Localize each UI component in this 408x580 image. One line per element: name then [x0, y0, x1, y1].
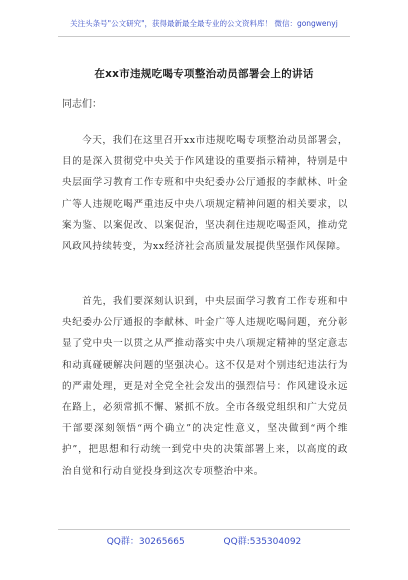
- paragraph-2-text: 首先，我们要深刻认识到，中央层面学习教育工作专班和中央纪委办公厅通报的李献林、叶金广等人违规吃喝问题，充分彰显了党中央一以贯之从严推动落实中央八项规定精神的坚定意志和动真碰硬解决问题的坚强决心。这不仅是对个别违纪违法行为的严肃处理，更是对全党全社会发出的强烈信号：作风建设永远在路上，必须常抓不懈、紧抓不放。全市各级党组织和广大党员干部要深刻领悟“两个确立”的决定性意义，坚决做到“两个维护”，把思想和行动统一到党中央的决策部署上来，以高度的政治自觉和行动自觉投身到这次专项整治中来。: [62, 296, 348, 477]
- body-paragraph-2: [62, 291, 348, 482]
- header-divider: [58, 36, 350, 37]
- header-note: 关注头条号"公文研究"，获得最新最全最专业的公文资料库！ 微信：gongwenyj: [70, 19, 338, 28]
- document-title: 在xx市违规吃喝专项整治动员部署会上的讲话: [94, 68, 314, 80]
- footer-qq-group-2: QQ群:535304092: [223, 537, 302, 547]
- salutation: 同志们：: [62, 99, 102, 110]
- footer-qq-group-1: QQ群：30265665: [106, 537, 185, 547]
- footer: [0, 534, 408, 547]
- footer-divider: [58, 529, 350, 530]
- paragraph-1-text: 今天，我们在这里召开xx市违规吃喝专项整治动员部署会，目的是深入贯彻党中央关于作风建设的重要指示精神，特别是中央层面学习教育工作专班和中央纪委办公厅通报的李献林、叶金广等人违规吃喝严重违反中央八项规定精神问题的相关要求，以案为鉴、以案促改、以案促治，坚决刹住违规吃喝歪风，推动党风政风持续转变，为xx经济社会高质量发展提供坚强作风保障。: [62, 135, 348, 253]
- body-paragraph-1: [62, 130, 348, 257]
